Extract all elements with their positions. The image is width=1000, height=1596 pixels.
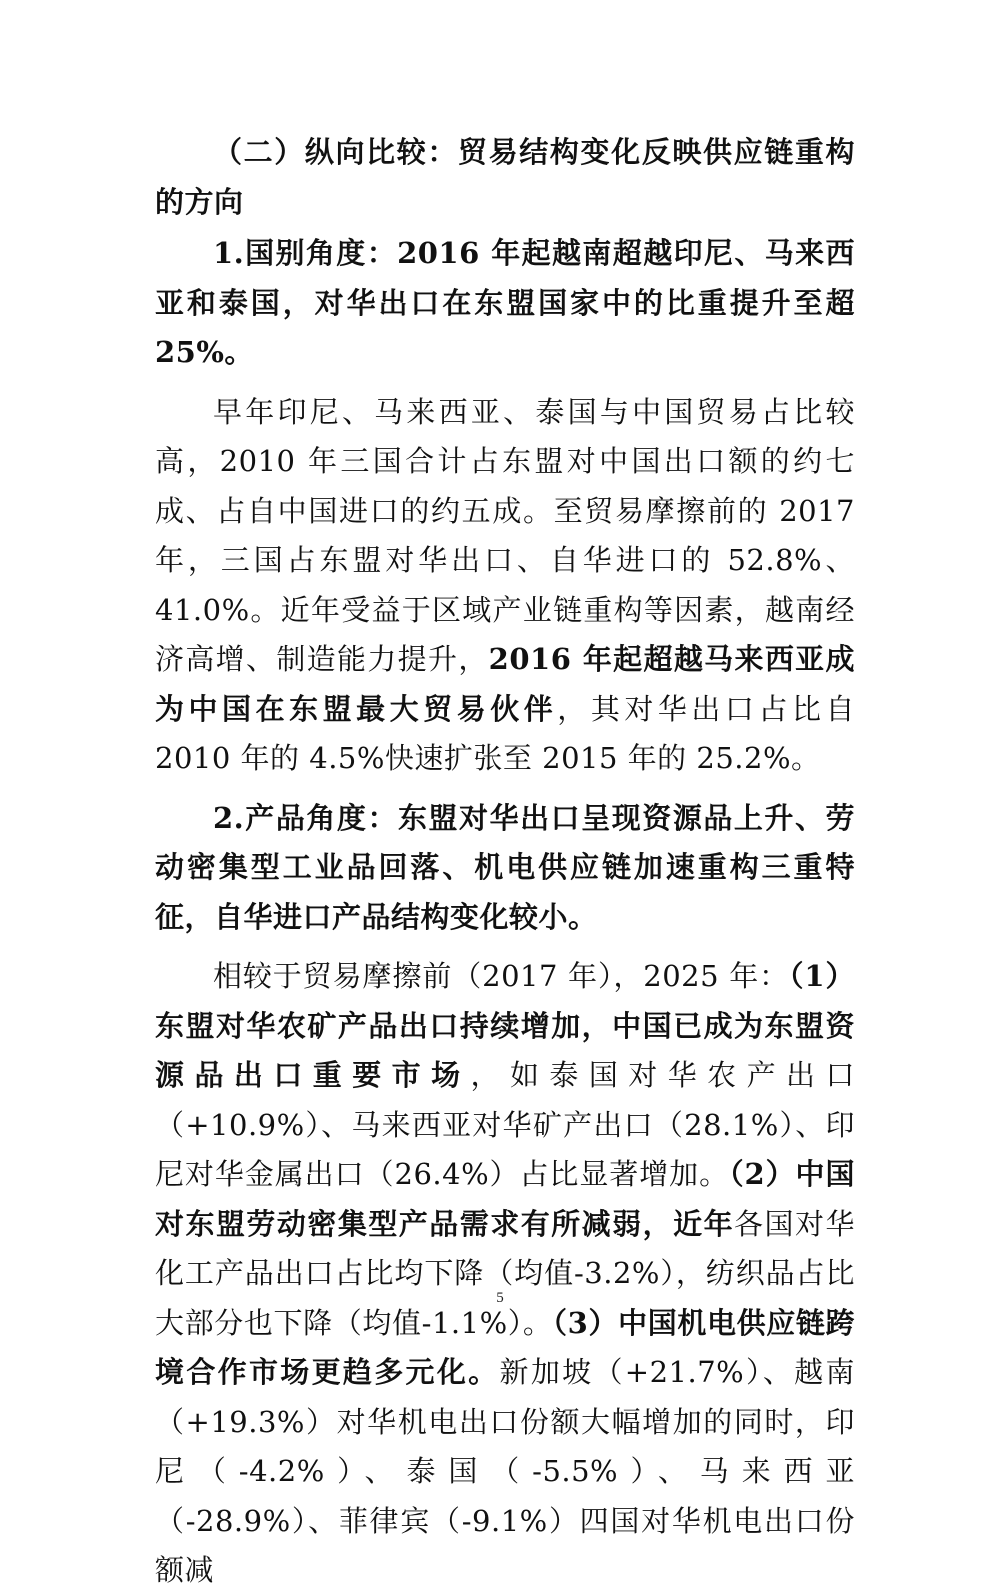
subsection-heading-country: 1.国别角度：2016 年起越南超越印尼、马来西亚和泰国，对华出口在东盟国家中的比重提升至超 25%。 [155, 236, 855, 369]
paragraph-emphasis: （3）中国机电供应链跨境合作市场更趋多元化。 [155, 1305, 855, 1389]
subsection-heading-product: 2.产品角度：东盟对华出口呈现资源品上升、劳动密集型工业品回落、机电供应链加速重构三重特征，自华进口产品结构变化较小。 [155, 800, 855, 934]
paragraph-text: ，如泰国对华农产出口（+10.9%）、马来西亚对华矿产出口（28.1%）、印尼对华金属出口（26.4%）占比显著增加。 [155, 1058, 855, 1191]
paragraph-text: 早年印尼、马来西亚、泰国与中国贸易占比较高，2010 年三国合计占东盟对中国出口额的约七成、占自中国进口的约五成。至贸易摩擦前的 2017 年，三国占东盟对华出口、自华进口的 52.8%、41.0%。近年受益于区域产业链重构等因素，越南经济高增、制造能力提升， [155, 394, 855, 676]
paragraph-text: 相较于贸易摩擦前（2017 年），2025 年： [213, 959, 790, 993]
paragraph-emphasis: （1）东盟对华农矿产品出口持续增加，中国已成为东盟资源品出口重要市场 [155, 959, 856, 1092]
paragraph-text: 新加坡（+21.7%）、越南（+19.3%）对华机电出口份额大幅增加的同时，印尼（-4.2%）、泰国（-5.5%）、马来西亚（-28.9%）、菲律宾（-9.1%）四国对华机电出口份额减 [155, 1355, 855, 1587]
paragraph-emphasis: （2）中国对东盟劳动密集型产品需求有所减弱，近年 [155, 1157, 855, 1241]
paragraph-emphasis: 2016 年起超越马来西亚成为中国在东盟最大贸易伙伴 [155, 642, 855, 726]
paragraph-country-analysis [155, 388, 855, 784]
spacer [155, 942, 855, 952]
paragraph-product-analysis [155, 952, 855, 1596]
document-body [155, 128, 855, 1596]
paragraph-text: ，其对华出口占比自 2010 年的 4.5%快速扩张至 2015 年的 25.2%。 [155, 691, 855, 775]
page-number: 5 [496, 1290, 504, 1306]
section-heading: （二）纵向比较：贸易结构变化反映供应链重构的方向 [155, 135, 855, 219]
spacer [155, 378, 855, 388]
spacer [155, 784, 855, 794]
paragraph-text: 各国对华化工产品出口占比均下降（均值-3.2%），纺织品占比大部分也下降（均值-1.1%）。 [155, 1206, 855, 1340]
